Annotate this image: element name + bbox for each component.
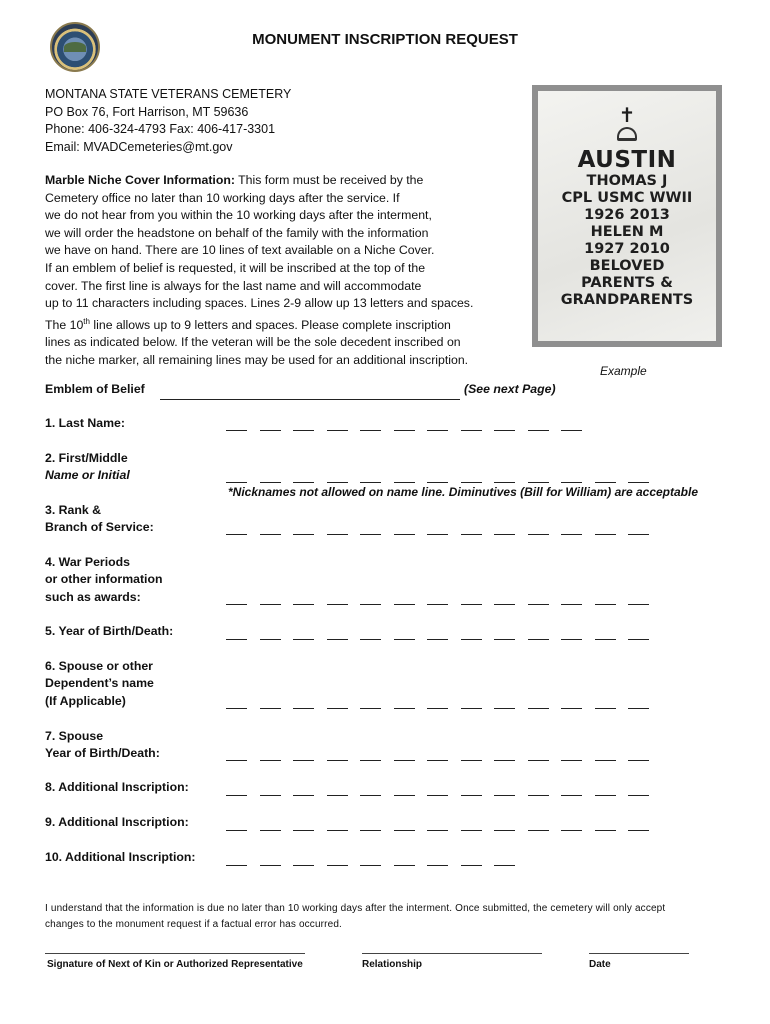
- plaque-line: 1927 2010: [584, 241, 670, 257]
- emblem-label: Emblem of Belief: [45, 382, 145, 396]
- relationship-line[interactable]: [362, 953, 542, 954]
- plaque-line: BELOVED: [589, 258, 665, 274]
- page-title: MONUMENT INSCRIPTION REQUEST: [252, 31, 518, 48]
- last-name-blanks[interactable]: [226, 419, 595, 435]
- label-line: 7. Spouse: [45, 729, 104, 743]
- plaque-line: GRANDPARENTS: [560, 292, 694, 308]
- intro-line: cover. The first line is always for the last name and will accommodate: [45, 278, 422, 293]
- label-line: or other information: [45, 572, 163, 587]
- field-label-spouse-name: [45, 658, 154, 710]
- ack-line: I understand that the information is due no later than 10 working days after the interment. Once submitted, the cemetery will only accept: [45, 903, 666, 914]
- po-box: PO Box 76, Fort Harrison, MT 59636: [45, 104, 249, 119]
- label-line: Dependent’s name: [45, 676, 154, 691]
- intro-sup: th: [83, 316, 90, 326]
- label-line: (If Applicable): [45, 693, 126, 708]
- label-line: 6. Spouse or other: [45, 659, 153, 673]
- intro-line: we have on hand. There are 10 lines of text available on a Niche Cover.: [45, 243, 435, 258]
- intro-line: This form must be received by the: [234, 173, 424, 187]
- additional-10-blanks[interactable]: [226, 854, 528, 870]
- field-label-first-middle: [45, 450, 130, 485]
- signature-label: Signature of Next of Kin or Authorized Representative: [47, 959, 303, 970]
- field-label-last-name: 1. Last Name:: [45, 416, 125, 430]
- rank-branch-blanks[interactable]: [226, 523, 662, 539]
- label-line: such as awards:: [45, 589, 141, 604]
- nickname-note: *Nicknames not allowed on name line. Diminutives (Bill for William) are acceptable: [228, 485, 699, 499]
- spouse-birth-death-blanks[interactable]: [226, 749, 662, 765]
- emblem-shell-icon: [617, 127, 637, 141]
- intro-line: we will order the headstone on behalf of the family with the information: [45, 225, 429, 240]
- label-line: 4. War Periods: [45, 555, 130, 569]
- example-caption: Example: [600, 364, 647, 378]
- intro-line: [45, 313, 495, 335]
- intro-line: up to 11 characters including spaces. Lines 2-9 allow up 13 letters and spaces.: [45, 296, 474, 311]
- field-label-additional-10: 10. Additional Inscription:: [45, 850, 196, 864]
- address-block: [45, 86, 291, 156]
- phone-fax: Phone: 406-324-4793 Fax: 406-417-3301: [45, 122, 276, 136]
- field-label-war-periods: [45, 554, 163, 606]
- label-line: Name or Initial: [45, 468, 130, 483]
- plaque-line: 1926 2013: [584, 207, 670, 223]
- field-label-additional-8: 8. Additional Inscription:: [45, 780, 189, 794]
- field-label-rank-branch: [45, 502, 154, 537]
- acknowledgement-text: [45, 901, 735, 932]
- war-periods-blanks[interactable]: [226, 593, 662, 609]
- label-line: 2. First/Middle: [45, 451, 128, 465]
- date-line[interactable]: [589, 953, 689, 954]
- birth-death-blanks[interactable]: [226, 628, 662, 644]
- intro-text: [45, 172, 495, 370]
- additional-9-blanks[interactable]: [226, 819, 662, 835]
- cross-emblem-icon: ✝: [618, 103, 636, 127]
- spouse-name-blanks[interactable]: [226, 697, 662, 713]
- plaque-line: AUSTIN: [577, 147, 677, 173]
- field-label-spouse-birth-death: [45, 728, 160, 763]
- ack-line: changes to the monument request if a factual error has occurred.: [45, 918, 342, 930]
- plaque-line: PARENTS &: [581, 275, 673, 291]
- additional-8-blanks[interactable]: [226, 784, 662, 800]
- field-label-birth-death: 5. Year of Birth/Death:: [45, 624, 174, 638]
- label-line: Year of Birth/Death:: [45, 746, 160, 761]
- field-label-additional-9: 9. Additional Inscription:: [45, 815, 189, 829]
- intro-line: lines as indicated below. If the veteran will be the sole decedent inscribed on: [45, 335, 461, 350]
- intro-line: If an emblem of belief is requested, it will be inscribed at the top of the: [45, 260, 426, 275]
- intro-heading: Marble Niche Cover Information:: [45, 173, 235, 187]
- relationship-label: Relationship: [362, 959, 423, 970]
- label-line: Branch of Service:: [45, 520, 154, 535]
- org-name: MONTANA STATE VETERANS CEMETERY: [45, 87, 292, 101]
- label-line: 3. Rank &: [45, 503, 102, 517]
- date-label: Date: [589, 959, 611, 970]
- plaque-line: CPL USMC WWII: [561, 190, 693, 206]
- emblem-input-line[interactable]: [160, 399, 460, 400]
- intro-line: the niche marker, all remaining lines may be used for an additional inscription.: [45, 353, 469, 368]
- intro-line-part: line allows up to 9 letters and spaces. Please complete inscription: [89, 317, 451, 332]
- signature-line[interactable]: [45, 953, 305, 954]
- example-niche-cover-photo: [532, 85, 722, 347]
- intro-line: we do not hear from you within the 10 working days after the interment,: [45, 208, 432, 223]
- intro-line: Cemetery office no later than 10 working days after the service. If: [45, 190, 400, 205]
- plaque-line: THOMAS J: [586, 173, 668, 189]
- plaque-line: HELEN M: [590, 224, 664, 240]
- intro-line-part: The 10: [45, 317, 84, 332]
- see-next-page: (See next Page): [464, 382, 556, 396]
- email: Email: MVADCemeteries@mt.gov: [45, 139, 233, 154]
